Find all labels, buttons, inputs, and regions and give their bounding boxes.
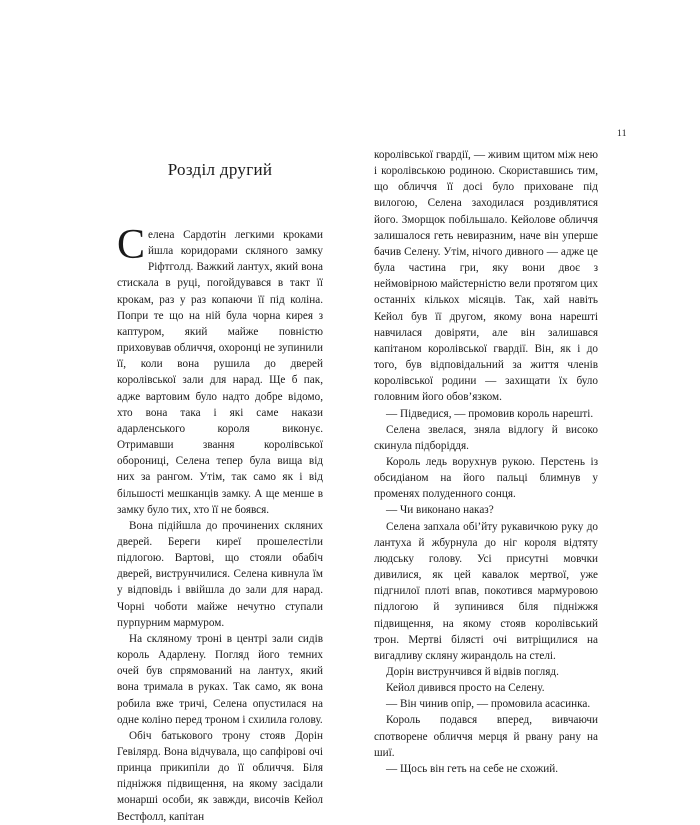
- right-text-column: [374, 147, 598, 777]
- drop-cap: С: [117, 222, 146, 268]
- paragraph: — Він чинив опір, — промовила асасинка.: [386, 698, 591, 711]
- paragraph: — Чи виконано наказ?: [386, 504, 494, 517]
- paragraph: — Щось він геть на себе не схожий.: [386, 762, 559, 775]
- left-text-column: [117, 222, 323, 825]
- page-number: 11: [617, 129, 627, 139]
- paragraph: Дорін виструнчився й відвів погляд.: [386, 666, 559, 678]
- paragraph: Король ледь ворухнув рукою. Перстень із обсидіаном на його пальці блимнув у променях полуденного сонця.: [374, 455, 598, 501]
- paragraph: [117, 222, 323, 518]
- paragraph-text: елена Сардотін легкими кроками йшла коридорами скляного замку Ріфтголд. Важкий лантух, який вона стискала в руці, погойдувався в такт її крокам, раз у раз копаючи її під коліна. Попри те що на ній була чорна кирея з каптуром, який майже повністю приховував обличчя, охоронці не зупинили її, коли вона рушила до дверей королівської зали для нарад. Ще б пак, адже вартовим було надто добре відомо, хто вона така і які саме накази адарленського короля виконує. Отримавши звання королівської оборониці, Селена тепер була вища від них за рангом. Утім, так само як і від більшості мешканців замку. А ще менше в замку було тих, хто її не боявся.: [117, 229, 323, 516]
- chapter-title: Розділ другий: [167, 160, 273, 179]
- paragraph: Селена звелася, зняла відлогу й високо скинула підборіддя.: [374, 423, 598, 452]
- paragraph: Вона підійшла до прочинених скляних дверей. Береги киреї прошелестіли підлогою. Вартові, що стояли обабіч дверей, виструнчилися. Селена кивнула їм у відповідь і ввійшла до зали для нарад. Чорні чоботи майже нечутно ступали пурпурним мармуром.: [117, 519, 323, 629]
- paragraph: — Підведися, — промовив король нарешті.: [386, 407, 594, 420]
- paragraph: Король подався вперед, вивчаючи спотворене обличчя мерця й рвану рану на шиї.: [374, 714, 598, 759]
- paragraph: Селена запхала обі’йту рукавичкою руку до лантуха й жбурнула до ніг короля відтяту людську голову. Усі присутні мовчки дивилися, як цей кавалок мертвої, уже підгнилої плоті впав, покотився мармуровою підлогою й зупинився біля підніжжя підвищення, на якому стояв королівський трон. Мертві білясті очі витріщилися на вигадливу скляну жирандоль на стелі.: [374, 520, 598, 662]
- paragraph: Кейол дивився просто на Селену.: [386, 682, 545, 695]
- paragraph: Обіч батькового трону стояв Дорін Гевілярд. Вона відчувала, що сапфірові очі принца прикипіли до її обличчя. Біля підніжжя підвищення, на якому засідали монарші особи, як завжди, височів Кейол Вестфолл, капітан: [117, 729, 323, 823]
- paragraph: королівської гвардії, — живим щитом між нею і королівською родиною. Скориставшись тим, що обличчя її досі було приховане під вилогою, Селена заходилася роздивлятися його. Зморщок побільшало. Кейолове обличчя залишалося геть невиразним, наче він уперше бачив Селену. Утім, нічого дивного — адже це була частина гри, яку вони двоє з неймовірною майстерністю вели протягом цих останніх кількох місяців. Так, хай навіть Кейол був її другом, якому вона нарешті навчилася довіряти, але він залишався капітаном королівської гвардії. Він, як і до того, був відповідальний за життя членів королівської родини — захищати їх було головним його обов’язком.: [374, 149, 598, 404]
- paragraph: На скляному троні в центрі зали сидів король Адарлену. Погляд його темних очей був спрямований на лантух, який вона тримала в руках. Так само, як вона робила вже тричі, Селена опустилася на одне коліно перед троном і схилила голову.: [117, 632, 323, 726]
